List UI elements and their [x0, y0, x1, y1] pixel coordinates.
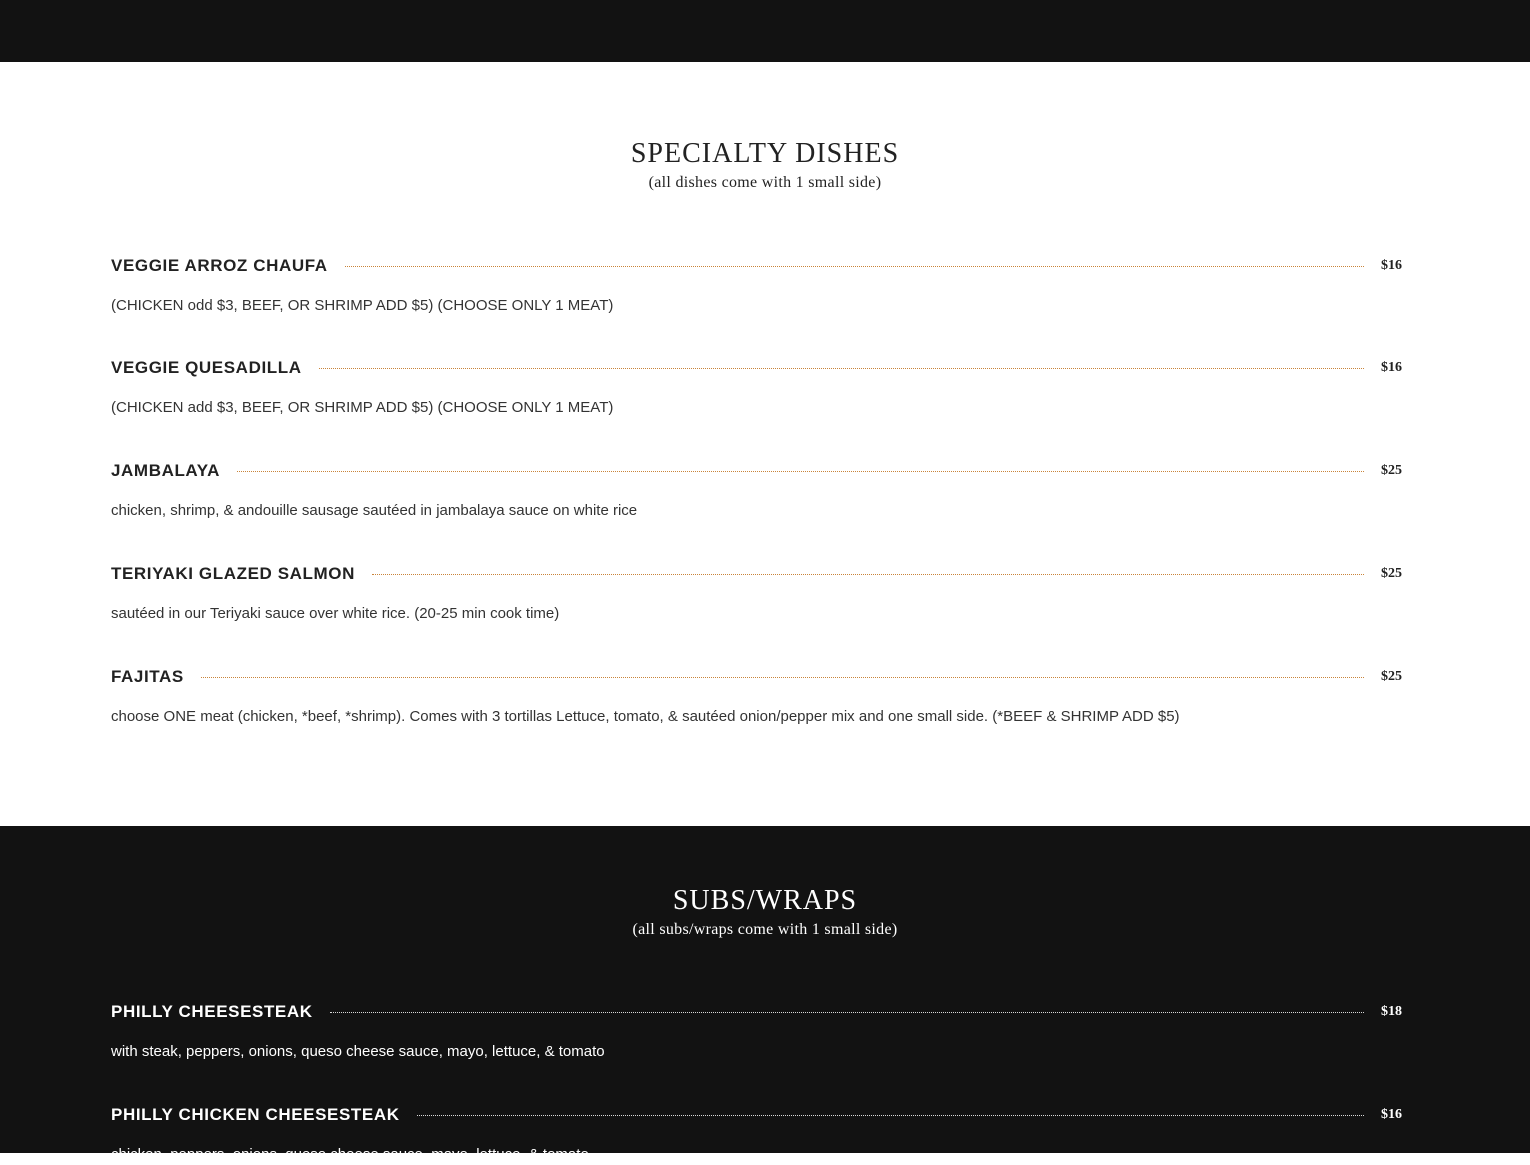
- menu-item-price: $25: [1381, 463, 1402, 478]
- menu-item: [111, 459, 1402, 521]
- menu-item: [111, 1000, 1402, 1062]
- section-title: SPECIALTY DISHES: [630, 138, 900, 169]
- menu-item: [111, 254, 1402, 316]
- section-subtitle: (all dishes come with 1 small side): [648, 174, 882, 191]
- menu-item-name: FAJITAS: [111, 667, 184, 686]
- menu-item: [111, 356, 1402, 418]
- menu-item-name: VEGGIE ARROZ CHAUFA: [111, 256, 328, 275]
- dotted-leader: [201, 677, 1364, 678]
- subs-wraps-section: [0, 826, 1530, 1163]
- menu-item-price: $25: [1381, 566, 1402, 581]
- dotted-leader: [372, 574, 1364, 575]
- dotted-leader: [345, 266, 1364, 267]
- menu-item-name: PHILLY CHEESESTEAK: [111, 1002, 313, 1021]
- menu-item: [111, 1103, 1402, 1165]
- menu-item-name: PHILLY CHICKEN CHEESESTEAK: [111, 1105, 400, 1124]
- menu-item-description: (CHICKEN add $3, BEEF, OR SHRIMP ADD $5) (CHOOSE ONLY 1 MEAT): [111, 399, 614, 416]
- menu-item-name: TERIYAKI GLAZED SALMON: [111, 564, 355, 583]
- menu-item-price: $25: [1381, 669, 1402, 684]
- menu-item-description: sautéed in our Teriyaki sauce over white rice. (20-25 min cook time): [111, 605, 560, 622]
- menu-item-description: (CHICKEN odd $3, BEEF, OR SHRIMP ADD $5) (CHOOSE ONLY 1 MEAT): [111, 297, 614, 314]
- menu-item-name: VEGGIE QUESADILLA: [111, 358, 302, 377]
- menu-item-price: $16: [1381, 258, 1402, 273]
- specialty-dishes-section: [0, 62, 1530, 826]
- menu-item: [111, 562, 1402, 624]
- dotted-leader: [319, 368, 1364, 369]
- menu-item-description: with steak, peppers, onions, queso cheese sauce, mayo, lettuce, & tomato: [111, 1043, 605, 1060]
- dotted-leader: [330, 1012, 1364, 1013]
- menu-item-description: chicken, peppers, onions, queso cheese sauce, mayo, lettuce, & tomato: [111, 1146, 589, 1163]
- menu-item-description: chicken, shrimp, & andouille sausage sautéed in jambalaya sauce on white rice: [111, 502, 638, 519]
- top-nav-bar: [0, 0, 1530, 62]
- dotted-leader: [237, 471, 1364, 472]
- menu-item-price: $16: [1381, 360, 1402, 375]
- menu-item-name: JAMBALAYA: [111, 461, 221, 480]
- dotted-leader: [417, 1115, 1364, 1116]
- section-title: SUBS/WRAPS: [672, 885, 858, 916]
- menu-item-price: $18: [1381, 1004, 1402, 1019]
- section-subtitle: (all subs/wraps come with 1 small side): [632, 921, 898, 938]
- menu-item-description: choose ONE meat (chicken, *beef, *shrimp). Comes with 3 tortillas Lettuce, tomato, & sautéed onion/pepper mix and one small side. (*BEEF & SHRIMP ADD $5): [111, 708, 1180, 725]
- menu-item-price: $16: [1381, 1107, 1402, 1122]
- menu-item: [111, 665, 1402, 727]
